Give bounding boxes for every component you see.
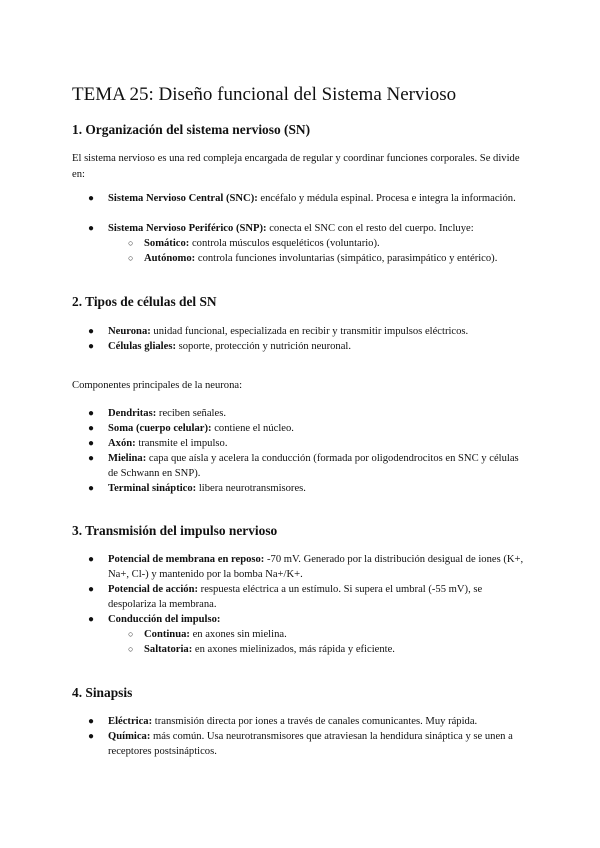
bullet-icon: ● [88,438,95,449]
list-item: ● Células gliales: soporte, protección y nutrición neuronal. [88,341,352,352]
list-item: ● Sistema Nervioso Central (SNC): encéfalo y médula espinal. Procesa e integra la información. [88,193,516,204]
bullet-icon: ● [88,483,95,494]
bullet-icon: ● [88,193,95,204]
list-item: ● Neurona: unidad funcional, especializada en recibir y transmitir impulsos eléctricos. [88,326,469,337]
bullet-icon: ● [88,554,95,565]
list-item: ● Dendritas: reciben señales. [88,408,226,419]
bullet-icon: ● [88,423,95,434]
sub-list-item: ○ Continua: en axones sin mielina. [128,629,287,640]
section-4-heading: 4. Sinapsis [72,685,133,700]
list-item: ● Mielina: capa que aísla y acelera la conducción (formada por oligodendrocitos en SNC y células de Schwann en SNP). [88,453,519,479]
bullet-icon: ● [88,716,95,727]
hollow-bullet-icon: ○ [128,253,134,263]
hollow-bullet-icon: ○ [128,629,134,639]
bullet-icon: ● [88,731,95,742]
bullet-icon: ● [88,326,95,337]
hollow-bullet-icon: ○ [128,238,134,248]
list-item: ● Terminal sináptico: libera neurotransmisores. [88,483,306,494]
hollow-bullet-icon: ○ [128,644,134,654]
bullet-icon: ● [88,453,95,464]
list-item: ● Potencial de acción: respuesta eléctrica a un estímulo. Si supera el umbral (-55 mV), se despolariza la membrana. [88,584,483,610]
list-item: ● Soma (cuerpo celular): contiene el núcleo. [88,423,294,434]
section-1-intro: El sistema nervioso es una red compleja encargada de regular y coordinar funciones corporales. Se divide en: [72,153,520,180]
bullet-icon: ● [88,584,95,595]
bullet-icon: ● [88,614,95,625]
bullet-icon: ● [88,341,95,352]
sub-list-item: ○ Somático: controla músculos esqueléticos (voluntario). [128,238,380,249]
list-item: ● Conducción del impulso: [88,614,221,625]
page-title: TEMA 25: Diseño funcional del Sistema Nervioso [72,84,457,105]
list-item: ● Química: más común. Usa neurotransmisores que atraviesan la hendidura sináptica y se unen a receptores postsinápticos. [88,731,513,757]
section-2-heading: 2. Tipos de células del SN [72,294,217,309]
sub-list-item: ○ Saltatoria: en axones mielinizados, más rápida y eficiente. [128,644,395,655]
bullet-icon: ● [88,223,95,234]
list-item: ● Potencial de membrana en reposo: -70 mV. Generado por la distribución desigual de iones (K+, Na+, Cl-) y mantenido por la bomba Na+/K+. [88,554,524,580]
section-1-heading: 1. Organización del sistema nervioso (SN) [72,122,311,137]
bullet-icon: ● [88,408,95,419]
list-item: ● Eléctrica: transmisión directa por iones a través de canales comunicantes. Muy rápida. [88,716,478,727]
list-item: ● Axón: transmite el impulso. [88,438,228,449]
sub-list-item: ○ Autónomo: controla funciones involuntarias (simpático, parasimpático y entérico). [128,253,498,264]
list-item: ● Sistema Nervioso Periférico (SNP): conecta el SNC con el resto del cuerpo. Incluye: [88,223,474,234]
components-intro: Componentes principales de la neurona: [72,380,243,391]
section-3-heading: 3. Transmisión del impulso nervioso [72,523,278,538]
